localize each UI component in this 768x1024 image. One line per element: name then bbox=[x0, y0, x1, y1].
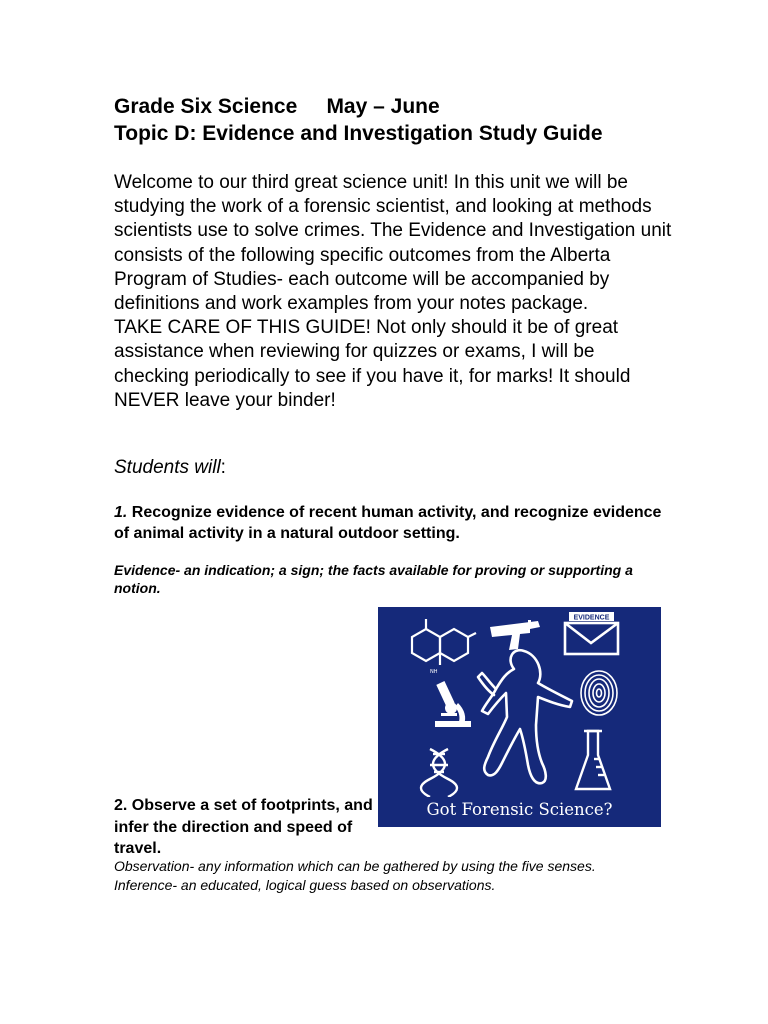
envelope-label: EVIDENCE bbox=[573, 614, 610, 622]
inference-definition: Inference- an educated, logical guess based on observations. bbox=[114, 877, 496, 893]
intro-section bbox=[114, 171, 674, 413]
forensic-science-poster bbox=[378, 607, 661, 827]
evidence-definition: Evidence- an indication; a sign; the facts available for proving or supporting a notion. bbox=[114, 562, 633, 596]
outcome-1-number: 1. bbox=[114, 504, 128, 521]
svg-text:NH: NH bbox=[430, 669, 438, 675]
dna-icon bbox=[421, 749, 457, 797]
document-subtitle: Topic D: Evidence and Investigation Study Guide bbox=[114, 122, 603, 145]
students-will-label: Students will bbox=[114, 457, 221, 478]
intro-paragraph: Welcome to our third great science unit! In this unit we will be studying the work of a forensic scientist, and looking at methods scientists use to solve crimes. The Evidence and Investigation unit consists of the following specific outcomes from the Alberta Program of Studies- each outcome will be accompanied by definitions and work examples from your notes package. bbox=[114, 172, 672, 315]
gun-icon bbox=[490, 620, 540, 650]
outcome-2-definitions bbox=[114, 857, 674, 895]
care-notice-paragraph: TAKE CARE OF THIS GUIDE! Not only should it be of great assistance when reviewing for quizzes or exams, I will be checking periodically to see if you have it, for marks! It should NEVER leave your binder! bbox=[114, 317, 631, 411]
molecule-icon bbox=[412, 619, 476, 675]
fingerprint-icon bbox=[581, 671, 617, 715]
envelope-icon bbox=[565, 612, 618, 654]
document-title: Grade Six Science May – June bbox=[114, 95, 440, 118]
poster-caption: Got Forensic Science? bbox=[426, 800, 613, 819]
observation-definition: Observation- any information which can be gathered by using the five senses. bbox=[114, 858, 596, 874]
poster-illustration bbox=[378, 607, 661, 797]
flask-icon bbox=[576, 731, 610, 789]
students-will-heading bbox=[114, 456, 226, 480]
outcome-2: 2. Observe a set of footprints, and infer the direction and speed of travel. bbox=[114, 797, 373, 857]
students-will-colon: : bbox=[220, 457, 226, 478]
outcome-1 bbox=[114, 502, 674, 544]
microscope-icon bbox=[435, 681, 471, 727]
body-outline-icon bbox=[478, 650, 572, 783]
outcome-1-text: Recognize evidence of recent human activity, and recognize evidence of animal activity in a natural outdoor setting. bbox=[114, 504, 662, 542]
